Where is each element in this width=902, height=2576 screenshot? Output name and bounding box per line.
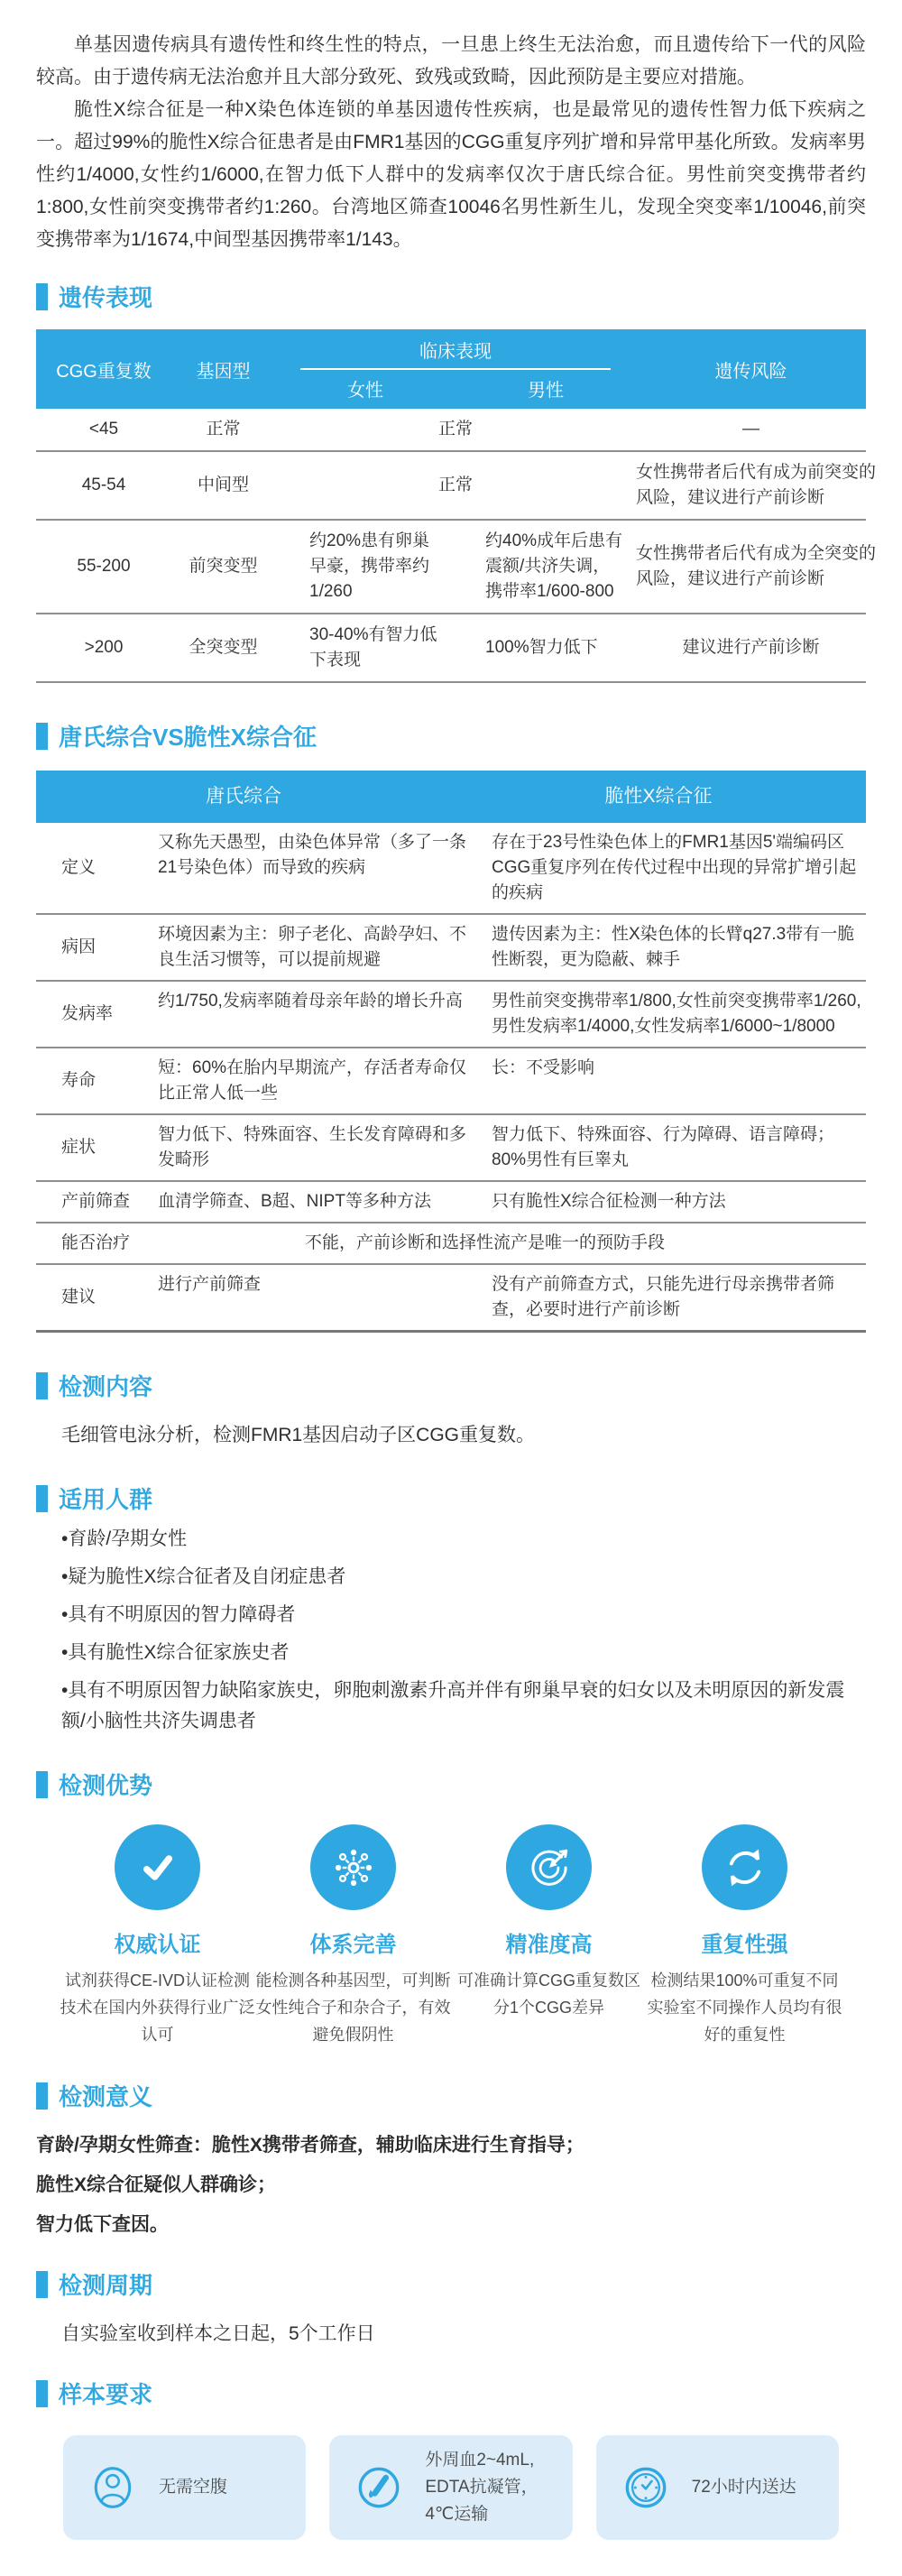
genetic-table-header <box>36 329 866 409</box>
sample-card-text <box>159 2474 227 2501</box>
title-accent-bar <box>36 1771 48 1798</box>
table-row <box>36 1048 866 1115</box>
table-row <box>36 452 877 521</box>
cell-genotype: 全突变型 <box>189 638 258 657</box>
sample-line: 72小时内送达 <box>691 2478 796 2497</box>
meaning-list <box>36 2132 866 2239</box>
row-label: 建议 <box>61 1288 97 1306</box>
advantage-title: 体系完善 <box>309 1933 397 1957</box>
list-item: •具有不明原因的智力障碍者 <box>61 1604 296 1625</box>
cell-cgg: >200 <box>84 638 124 657</box>
title-accent-bar <box>36 2082 48 2110</box>
section-title-advantages <box>36 1768 866 1801</box>
genetic-table <box>36 329 877 683</box>
cell-down: 又称先天愚型，由染色体异常（多了一条21号染色体）而导致的疾病 <box>158 833 467 877</box>
cell-genotype: 前突变型 <box>189 557 258 576</box>
header-genotype: 基因型 <box>196 361 251 382</box>
advantage-card-system <box>255 1824 451 2048</box>
list-item: •具有不明原因智力缺陷家族史，卵胞刺激素升高并伴有卵巢早衰的妇女以及未明原因的新发震额/小脑性共济失调患者 <box>61 1680 845 1731</box>
cell-fragile: 智力低下、特殊面容、行为障碍、语言障碍；80%男性有巨睾丸 <box>492 1125 835 1169</box>
sample-card-blood <box>329 2435 572 2540</box>
list-item: •疑为脆性X综合征者及自闭症患者 <box>61 1566 346 1587</box>
section-title-text: 检测意义 <box>59 2083 153 2110</box>
title-accent-bar <box>36 283 48 310</box>
row-label: 发病率 <box>61 1004 114 1023</box>
section-title-vs <box>36 719 866 752</box>
table-row <box>36 1115 866 1182</box>
section-title-content <box>36 1369 866 1402</box>
cell-down: 进行产前筛查 <box>158 1275 262 1294</box>
blood-tube-icon <box>351 2460 407 2516</box>
cell-down: 短：60%在胎内早期流产，存活者寿命仅比正常人低一些 <box>158 1058 467 1103</box>
cell-risk: 建议进行产前诊断 <box>682 638 820 657</box>
repeat-icon <box>720 1842 770 1893</box>
advantage-card-repeatability <box>647 1824 842 2048</box>
sample-card-text <box>425 2447 559 2528</box>
cell-fragile: 存在于23号性染色体上的FMR1基因5'端编码区CGG重复序列在传代过程中出现的异常扩增引起的疾病 <box>492 833 857 902</box>
header-male: 男性 <box>528 381 564 401</box>
header-risk: 遗传风险 <box>714 361 787 382</box>
meaning-line: 智力低下查因。 <box>36 2214 169 2235</box>
period-text: 自实验室收到样本之日起，5个工作日 <box>61 2323 375 2344</box>
section-title-text: 适用人群 <box>59 1486 153 1513</box>
advantage-card-precision <box>451 1824 647 2048</box>
content-text: 毛细管电泳分析，检测FMR1基因启动子区CGG重复数。 <box>61 1425 535 1445</box>
title-accent-bar <box>36 2271 48 2298</box>
advantage-circle <box>506 1824 592 1910</box>
table-row <box>36 915 866 982</box>
advantages-row <box>36 1824 866 2048</box>
intro-paragraph-1: 单基因遗传病具有遗传性和终生性的特点，一旦患上终生无法治愈，而且遗传给下一代的风险较高。由于遗传病无法治愈并且大部分致死、致残或致畸，因此预防是主要应对措施。 <box>36 34 866 88</box>
sample-card-fasting <box>63 2435 306 2540</box>
intro-paragraph-2: 脆性X综合征是一种X染色体连锁的单基因遗传性疾病，也是最常见的遗传性智力低下疾病之一。超过99%的脆性X综合征患者是由FMR1基因的CGG重复序列扩增和异常甲基化所致。发病率男性约1/4000,女性约1/6000,在智力低下人群中的发病率仅次于唐氏综合征。男性前突变携带者约1:800,女性前突变携带者约1:260。台湾地区筛查10046名男性新生儿，发现全突变率1/10046,前突变携带率为1/1674,中间型基因携带率1/143。 <box>36 99 866 250</box>
cell-fragile: 只有脆性X综合征检测一种方法 <box>492 1192 726 1211</box>
vs-table <box>36 771 866 1333</box>
section-title-genetic <box>36 280 866 313</box>
advantage-title: 权威认证 <box>114 1933 201 1957</box>
cell-male: 约40%成年后患有震额/共济失调，携带率1/600-800 <box>485 531 623 601</box>
sample-line: 外周血2~4mL, <box>425 2451 535 2470</box>
meaning-line: 育龄/孕期女性筛查：脆性X携带者筛查，辅助临床进行生育指导； <box>36 2135 584 2156</box>
section-title-meaning <box>36 2079 866 2112</box>
section-title-audience <box>36 1482 866 1515</box>
clock-icon <box>618 2460 674 2516</box>
table-row <box>36 614 866 683</box>
title-accent-bar <box>36 2380 48 2407</box>
sample-cards <box>36 2435 866 2540</box>
section-title-text: 遗传表现 <box>59 284 153 311</box>
advantage-desc: 检测结果100%可重复不同实验室不同操作人员均有很好的重复性 <box>647 1971 842 2044</box>
audience-list <box>36 1524 866 1737</box>
sample-card-delivery <box>596 2435 839 2540</box>
vs-table-header <box>36 771 866 823</box>
sample-line: 无需空腹 <box>159 2478 228 2497</box>
list-item: •具有脆性X综合征家族史者 <box>61 1642 290 1663</box>
cell-genotype: 中间型 <box>197 475 249 494</box>
row-label: 产前筛查 <box>61 1192 131 1211</box>
row-label: 病因 <box>61 937 97 956</box>
table-row <box>36 982 866 1048</box>
title-accent-bar <box>36 1372 48 1399</box>
header-down-syndrome: 唐氏综合 <box>206 786 281 807</box>
section-title-text: 唐氏综合VS脆性X综合征 <box>59 724 318 751</box>
section-title-text: 检测优势 <box>59 1772 153 1799</box>
cell-fragile: 没有产前筛查方式，只能先进行母亲携带者筛查，必要时进行产前诊断 <box>492 1275 835 1319</box>
table-row <box>36 1182 866 1223</box>
cell-clinical: 正常 <box>437 475 473 494</box>
cell-down: 环境因素为主：卵子老化、高龄孕妇、不良生活习惯等，可以提前规避 <box>158 925 467 969</box>
cell-clinical: 正常 <box>437 420 473 439</box>
header-female: 女性 <box>347 381 383 401</box>
person-icon <box>85 2460 141 2516</box>
row-label: 寿命 <box>61 1071 97 1090</box>
advantage-circle <box>310 1824 396 1910</box>
cell-risk: — <box>742 420 759 439</box>
cell-treatment: 不能，产前诊断和选择性流产是唯一的预防手段 <box>304 1233 665 1252</box>
header-cgg: CGG重复数 <box>56 361 152 382</box>
cell-cgg: <45 <box>88 420 119 439</box>
section-title-period <box>36 2267 866 2301</box>
cell-female: 30-40%有智力低下表现 <box>309 625 437 669</box>
meaning-line: 脆性X综合征疑似人群确诊； <box>36 2174 277 2195</box>
cell-risk: 女性携带者后代有成为全突变的风险，建议进行产前诊断 <box>636 544 877 588</box>
section-title-text: 检测周期 <box>59 2272 153 2299</box>
cell-fragile: 遗传因素为主：性X染色体的长臂q27.3带有一脆性断裂，更为隐蔽、棘手 <box>492 925 855 969</box>
header-fragile-x: 脆性X综合征 <box>604 786 713 807</box>
cell-down: 血清学筛查、B超、NIPT等多种方法 <box>158 1192 431 1211</box>
cell-fragile: 长：不受影响 <box>492 1058 595 1077</box>
cell-fragile: 男性前突变携带率1/800,女性前突变携带率1/260,男性发病率1/4000,女性发病率1/6000~1/8000 <box>492 992 861 1036</box>
cell-down: 智力低下、特殊面容、生长发育障碍和多发畸形 <box>158 1125 467 1169</box>
table-row <box>36 409 866 452</box>
row-label: 症状 <box>61 1138 97 1157</box>
cell-male: 100%智力低下 <box>485 638 598 657</box>
table-row-treatment <box>36 1223 866 1265</box>
table-row-advice <box>36 1265 866 1333</box>
list-item: •育龄/孕期女性 <box>61 1528 188 1549</box>
advantage-card-certification <box>60 1824 255 2048</box>
row-label: 定义 <box>61 858 97 877</box>
table-row <box>36 823 866 915</box>
section-title-text: 样本要求 <box>59 2381 153 2408</box>
sample-card-text <box>692 2474 796 2501</box>
network-icon <box>328 1842 379 1893</box>
cell-down: 约1/750,发病率随着母亲年龄的增长升高 <box>158 992 463 1011</box>
advantage-desc: 能检测各种基因型，可判断女性纯合子和杂合子，有效避免假阴性 <box>255 1971 451 2044</box>
advantage-title: 重复性强 <box>701 1933 788 1957</box>
advantage-circle <box>702 1824 787 1910</box>
cell-genotype: 正常 <box>206 420 241 439</box>
row-label: 能否治疗 <box>61 1233 131 1252</box>
cell-cgg: 45-54 <box>81 475 126 494</box>
check-icon <box>133 1843 182 1892</box>
table-row <box>36 521 877 614</box>
advantage-desc: 可准确计算CGG重复数区分1个CGG差异 <box>456 1971 640 2017</box>
advantage-circle <box>115 1824 200 1910</box>
cell-female: 约20%患有卵巢早豪，携带率约1/260 <box>309 531 430 601</box>
cell-risk: 女性携带者后代有成为前突变的风险，建议进行产前诊断 <box>636 463 877 507</box>
sample-line: EDTA抗凝管，4℃运输 <box>425 2478 538 2524</box>
cell-cgg: 55-200 <box>77 557 131 576</box>
section-title-sample <box>36 2377 866 2410</box>
header-clinical-group <box>275 337 636 402</box>
target-icon <box>524 1842 575 1893</box>
advantage-desc: 试剂获得CE-IVD认证检测技术在国内外获得行业广泛认可 <box>60 1971 255 2044</box>
section-title-text: 检测内容 <box>59 1373 153 1400</box>
header-clinical-sub <box>275 370 636 402</box>
title-accent-bar <box>36 1485 48 1512</box>
advantage-title: 精准度高 <box>505 1933 593 1957</box>
title-accent-bar <box>36 723 48 750</box>
header-clinical: 临床表现 <box>300 337 611 370</box>
